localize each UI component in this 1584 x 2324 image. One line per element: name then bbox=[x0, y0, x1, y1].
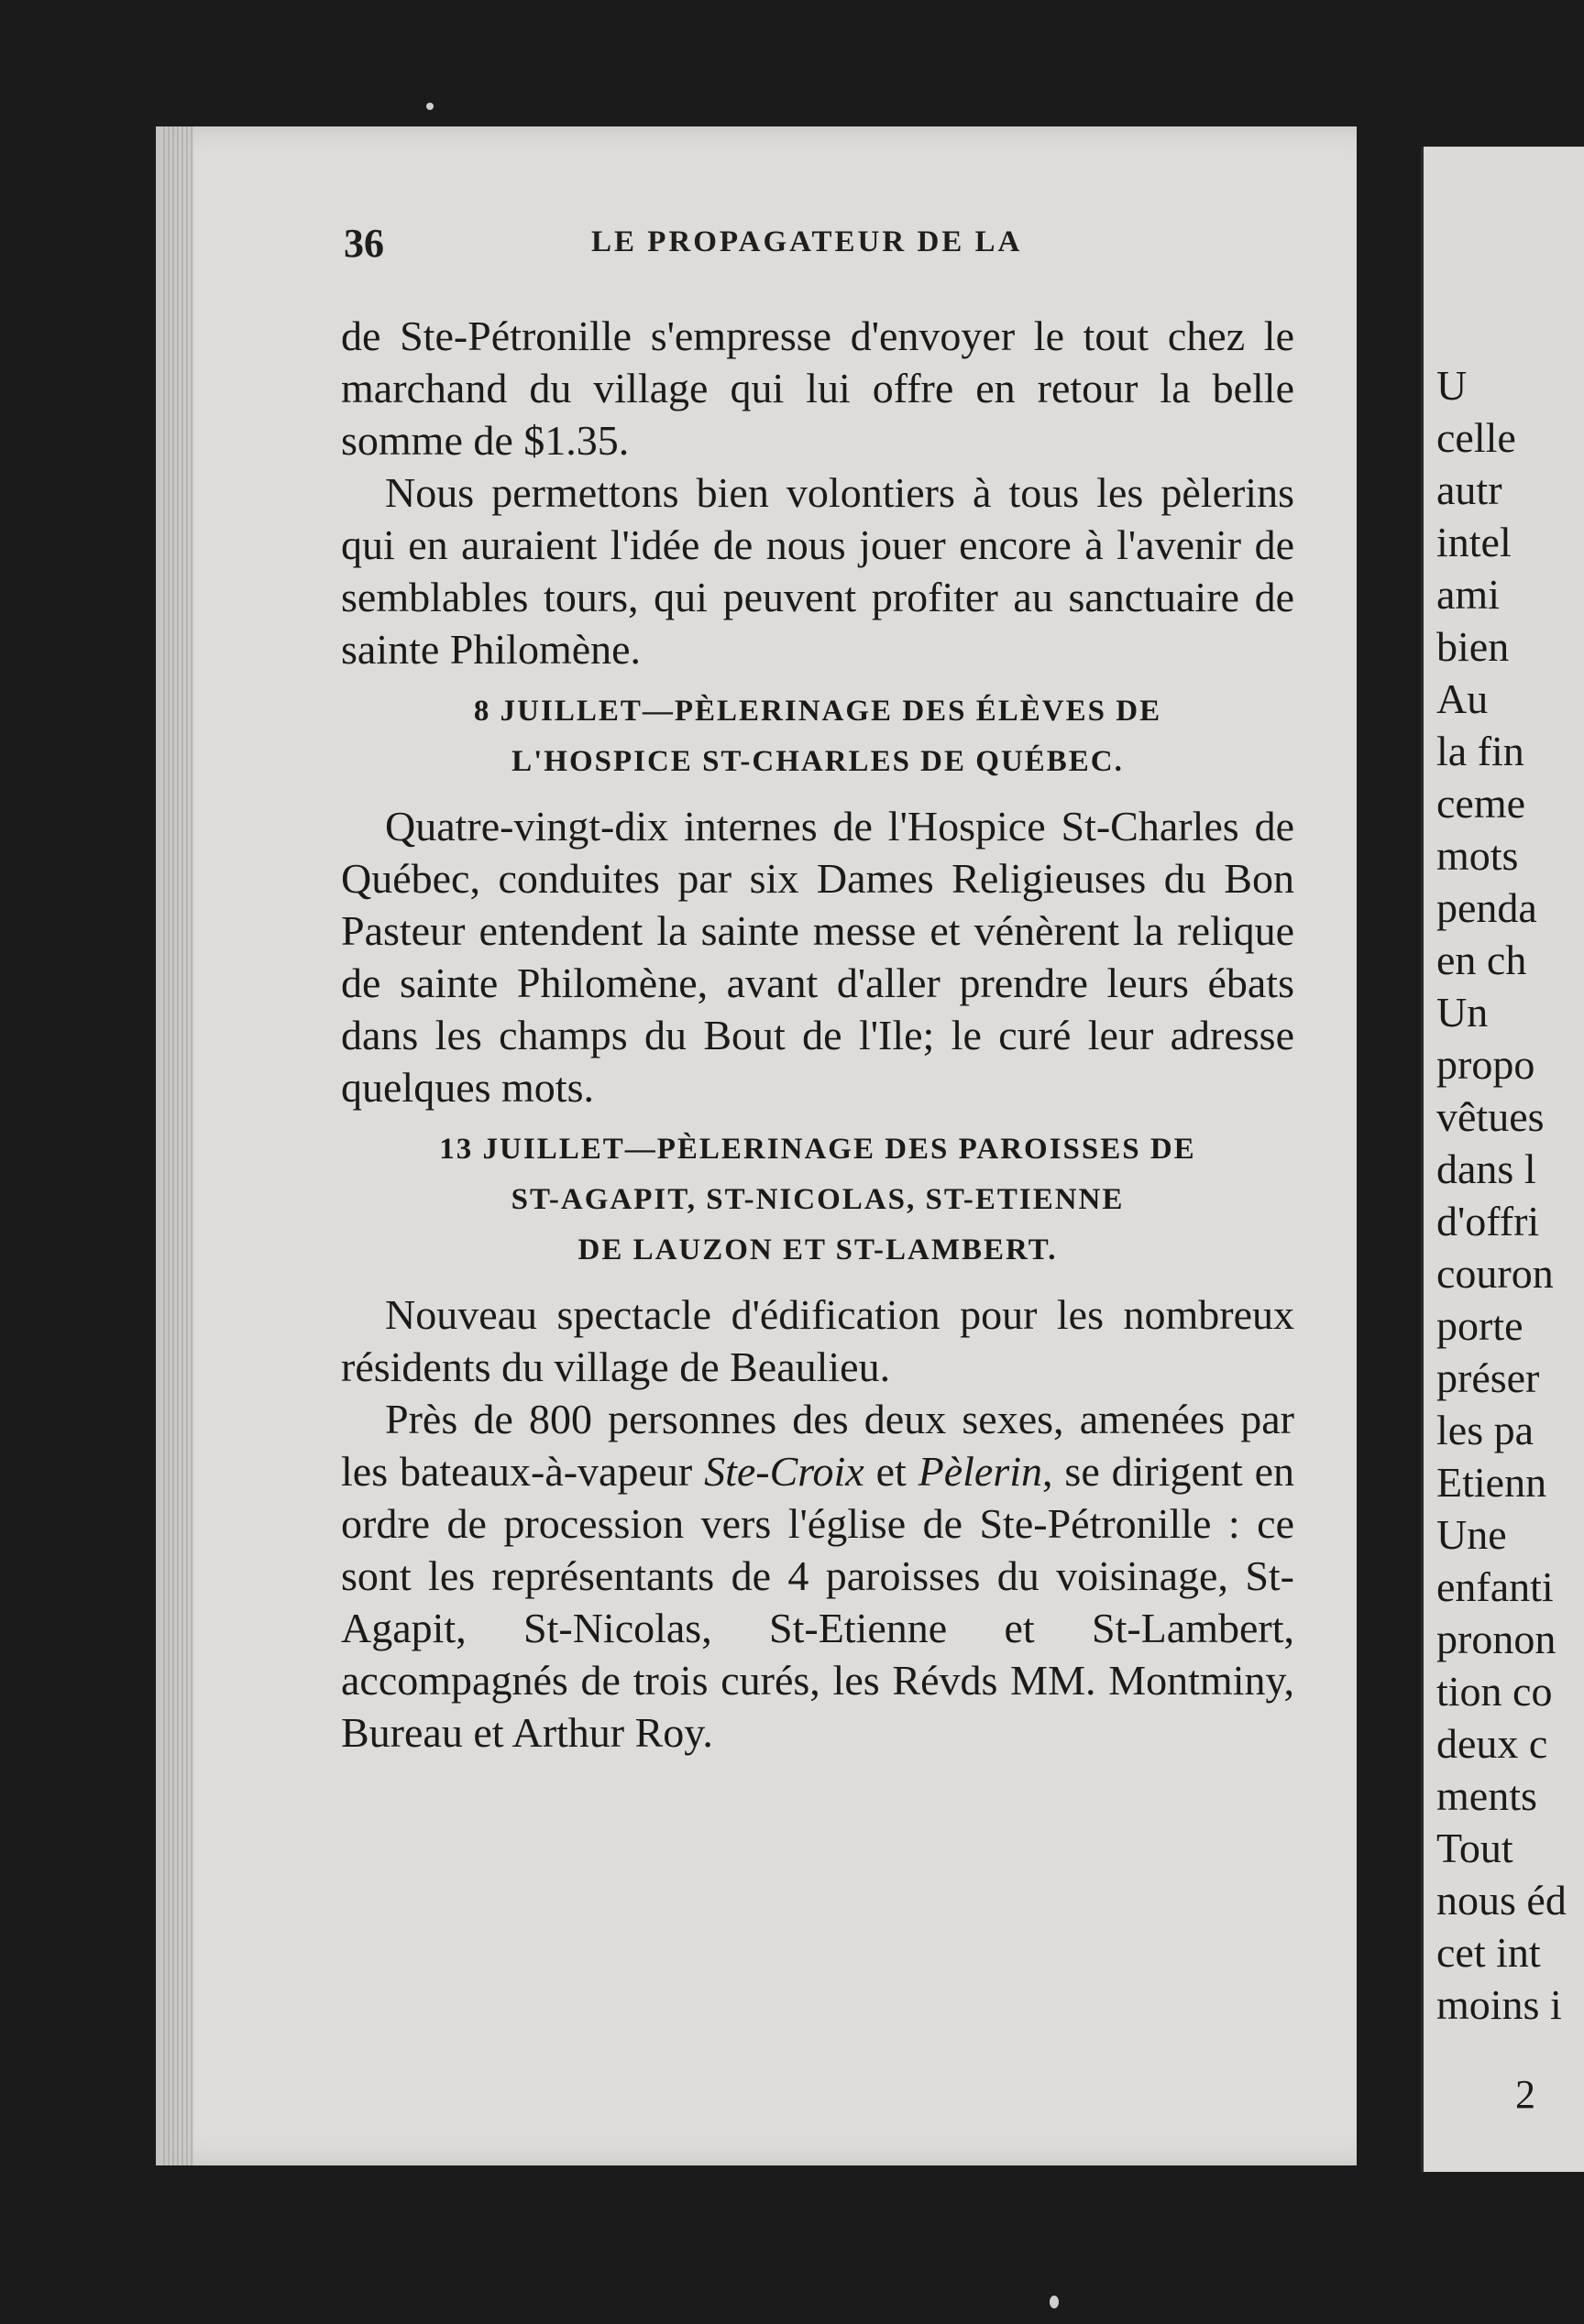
right-page-line: Tout bbox=[1436, 1825, 1513, 1871]
right-page-line: Etienn bbox=[1436, 1459, 1547, 1506]
right-page-line: ami bbox=[1436, 571, 1500, 618]
right-page-line: Une bbox=[1436, 1511, 1507, 1558]
right-page-line: deux c bbox=[1436, 1720, 1548, 1767]
right-page-line: U bbox=[1436, 362, 1468, 409]
right-page-line: bien bbox=[1436, 623, 1510, 670]
paragraph-2: Nous permettons bien volontiers à tous les pèlerins qui en auraient l'idée de nous jouer encore à l'avenir de semblables tours, qui peuvent profiter au sanctuaire de sainte Philomène. bbox=[341, 469, 1294, 673]
page-edge bbox=[160, 126, 193, 2165]
right-page-line: en ch bbox=[1436, 937, 1527, 983]
right-page-line: la fin bbox=[1436, 728, 1524, 774]
paragraph-5-text-a: Près de 800 personnes des deux sexes, amenées par les bateaux-à-vapeur bbox=[341, 1396, 1294, 1495]
right-page-line: pronon bbox=[1436, 1616, 1556, 1662]
section-heading-2 bbox=[341, 1124, 1294, 1276]
right-page-line: penda bbox=[1436, 884, 1537, 931]
section-heading-1-line-2: L'HOSPICE ST-CHARLES DE QUÉBEC. bbox=[512, 745, 1124, 778]
section-heading-2-line-1: 13 JUILLET—PÈLERINAGE DES PAROISSES DE bbox=[439, 1133, 1196, 1166]
boat-name-2: Pèlerin bbox=[918, 1448, 1043, 1495]
page-header bbox=[344, 220, 1297, 266]
paragraph-5-conjunction: et bbox=[864, 1448, 918, 1495]
right-page-line: ments bbox=[1436, 1772, 1537, 1819]
right-page-line: enfanti bbox=[1436, 1563, 1554, 1610]
right-page-line: Un bbox=[1436, 989, 1489, 1036]
right-page-lines bbox=[1436, 359, 1567, 2031]
paragraph-5 bbox=[341, 1393, 1294, 1759]
left-page-text bbox=[341, 310, 1294, 1759]
right-page-line: nous éd bbox=[1436, 1877, 1567, 1924]
right-page-line: propo bbox=[1436, 1041, 1535, 1088]
right-page-line: ceme bbox=[1436, 780, 1526, 827]
paragraph-1: de Ste-Pétronille s'empresse d'envoyer le tout chez le marchand du village qui lui offre en retour la belle somme de $1.35. bbox=[341, 312, 1294, 464]
dust-speck bbox=[1050, 2296, 1059, 2308]
right-page-line: intel bbox=[1436, 519, 1512, 565]
dust-speck bbox=[426, 103, 434, 110]
paragraph-3: Quatre-vingt-dix internes de l'Hospice St-Charles de Québec, conduites par six Dames Religieuses du Bon Pasteur entendent la sainte messe et vénèrent la relique de sainte Philomène, avant d'aller prendre leurs ébats dans les champs du Bout de l'Ile; le curé leur adresse quelques mots. bbox=[341, 803, 1294, 1111]
right-page-line: dans l bbox=[1436, 1146, 1536, 1192]
section-heading-2-line-2: ST-AGAPIT, ST-NICOLAS, ST-ETIENNE bbox=[511, 1183, 1125, 1216]
right-page-line: celle bbox=[1436, 414, 1516, 461]
boat-name-1: Ste-Croix bbox=[704, 1448, 864, 1495]
right-page-line: d'offri bbox=[1436, 1198, 1540, 1244]
right-page-line: préser bbox=[1436, 1354, 1540, 1401]
right-page-line: porte bbox=[1436, 1302, 1524, 1349]
right-page-line: mots bbox=[1436, 832, 1519, 879]
section-heading-2-line-3: DE LAUZON ET ST-LAMBERT. bbox=[578, 1233, 1058, 1266]
right-page-line: Au bbox=[1436, 675, 1489, 722]
right-page-line: cet int bbox=[1436, 1929, 1541, 1976]
right-page-marker: 2 bbox=[1515, 2072, 1535, 2117]
right-page-line: vêtues bbox=[1436, 1093, 1545, 1140]
section-heading-1 bbox=[341, 686, 1294, 787]
right-page-line: couron bbox=[1436, 1250, 1554, 1297]
paragraph-5-text-b: , se dirigent en ordre de procession vers l'église de Ste-Pétronille : ce sont les représentants de 4 paroisses du voisinage, St-Agapit, St-Nicolas, St-Etienne et St-Lambert, accompagnés de trois curés, les Révds MM. Montminy, Bureau et Arthur Roy. bbox=[341, 1448, 1294, 1756]
right-page-line: moins i bbox=[1436, 1981, 1562, 2028]
right-page-line: tion co bbox=[1436, 1668, 1553, 1715]
right-page-fragment bbox=[1421, 147, 1584, 2172]
running-title: LE PROPAGATEUR DE LA bbox=[591, 225, 1023, 258]
right-page-line: autr bbox=[1436, 466, 1502, 513]
page-number: 36 bbox=[344, 221, 384, 266]
paragraph-4: Nouveau spectacle d'édification pour les nombreux résidents du village de Beaulieu. bbox=[341, 1291, 1294, 1390]
section-heading-1-line-1: 8 JUILLET—PÈLERINAGE DES ÉLÈVES DE bbox=[473, 695, 1162, 728]
right-page-line: les pa bbox=[1436, 1407, 1534, 1453]
